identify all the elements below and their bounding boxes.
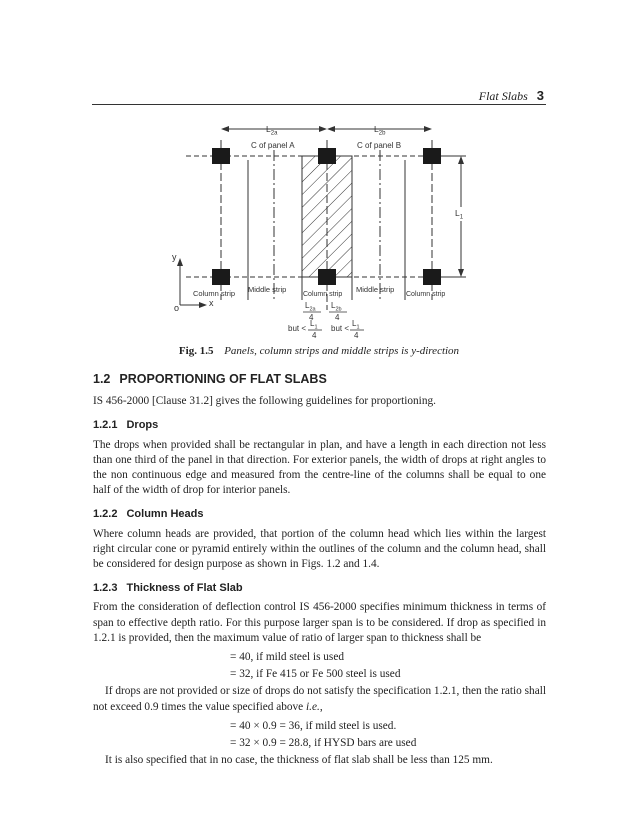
arrowhead <box>221 126 229 132</box>
figure-caption <box>0 345 638 357</box>
dimension-l1-label: $L_1$ <box>455 208 464 221</box>
panel-b-centre-label: C of panel B <box>357 141 402 150</box>
body-text <box>93 372 546 768</box>
column-strip-label: Column strip <box>406 291 446 298</box>
panel-a-centre-label: C of panel A <box>251 141 295 150</box>
arrowhead <box>424 126 432 132</box>
y-axis-label: y <box>172 252 177 262</box>
column <box>423 269 441 285</box>
but-less-than-label: but < <box>288 324 307 333</box>
column <box>423 148 441 164</box>
paragraph: IS 456-2000 [Clause 31.2] gives the following guidelines for proportioning. <box>93 395 436 408</box>
column <box>318 269 336 285</box>
paragraph: The drops when provided shall be rectangular in plan, and have a length in each direction not less than one third of the panel in that direction. For exterior panels, the width of drops at right angles to the non continuous edge and measured from the centre-line of the columns shall be equal to one half of the width of drop for interior panels. <box>93 438 546 497</box>
but-less-than-label: but < <box>331 324 350 333</box>
fraction-l2b: $L_{2b}$ <box>331 301 342 313</box>
column-strip-label: Column strip <box>193 289 236 298</box>
figure-caption-label: Fig. 1.5 <box>178 345 214 357</box>
arrowhead <box>458 269 464 277</box>
x-axis-label: x <box>209 298 214 308</box>
fraction-l2a: $L_{2a}$ <box>305 301 316 313</box>
equation-line: = 40, if mild steel is used <box>230 651 344 664</box>
subsection-heading-thickness: 1.2.3 Thickness of Flat Slab <box>93 582 243 595</box>
column <box>212 148 230 164</box>
equation-line: = 32 × 0.9 = 28.8, if HYSD bars are used <box>230 737 417 750</box>
figure-caption-text: Panels, column strips and middle strips is y-direction <box>224 345 460 357</box>
fraction-l1: $L_1$ <box>352 319 360 331</box>
fraction-denominator: 4 <box>335 313 340 322</box>
subsection-heading-drops: 1.2.1 Drops <box>93 419 159 432</box>
arrowhead <box>458 156 464 164</box>
dimension-l2b-label: $L_{2b}$ <box>374 124 386 137</box>
fraction-denominator: 4 <box>309 313 314 322</box>
equation-line: = 40 × 0.9 = 36, if mild steel is used. <box>230 719 397 732</box>
page-number: 3 <box>536 88 544 103</box>
arrowhead <box>327 126 335 132</box>
running-header-title: Flat Slabs <box>478 89 528 103</box>
running-header <box>479 88 544 104</box>
fraction-denominator: 4 <box>312 331 317 340</box>
origin-label: o <box>174 303 180 313</box>
middle-strip-label: Middle strip <box>248 285 287 294</box>
column-strip-label: Column strip <box>303 291 343 298</box>
column <box>318 148 336 164</box>
arrowhead <box>319 126 327 132</box>
column <box>212 269 230 285</box>
middle-strip-label: Middle strip <box>356 285 395 294</box>
fraction-denominator: 4 <box>354 331 359 340</box>
paragraph: Where column heads are provided, that portion of the column head which lies within the largest right circular cone or pyramid entirely within the outlines of the column and the column head, shall be considered for design purpose as shown in Figs. 1.2 and 1.4. <box>93 527 546 571</box>
dimension-l2a-label: $L_{2a}$ <box>266 124 278 137</box>
fraction-l1: $L_1$ <box>310 319 318 331</box>
arrowhead <box>177 258 183 266</box>
flat-slab-strip-figure <box>160 118 480 344</box>
paragraph: If drops are not provided or size of drops do not satisfy the specification 1.2.1, then the ratio shall not exceed 0.9 times the value specified above i.e., <box>93 685 546 713</box>
section-heading-1-2: 1.2 PROPORTIONING OF FLAT SLABS <box>93 372 327 386</box>
paragraph: It is also specified that in no case, the thickness of flat slab shall be less than 125 mm. <box>105 754 493 767</box>
header-rule <box>92 104 546 105</box>
subsection-heading-column-heads: 1.2.2 Column Heads <box>93 508 204 521</box>
paragraph: From the consideration of deflection control IS 456-2000 specifies minimum thickness in terms of span to effective depth ratio. For this purpose larger span is to be considered. If drop as specified in 1.2.1 is provided, then the maximum value of ratio of larger span to thickness shall be <box>93 601 546 644</box>
equation-line: = 32, if Fe 415 or Fe 500 steel is used <box>230 668 401 681</box>
arrowhead <box>199 302 207 308</box>
